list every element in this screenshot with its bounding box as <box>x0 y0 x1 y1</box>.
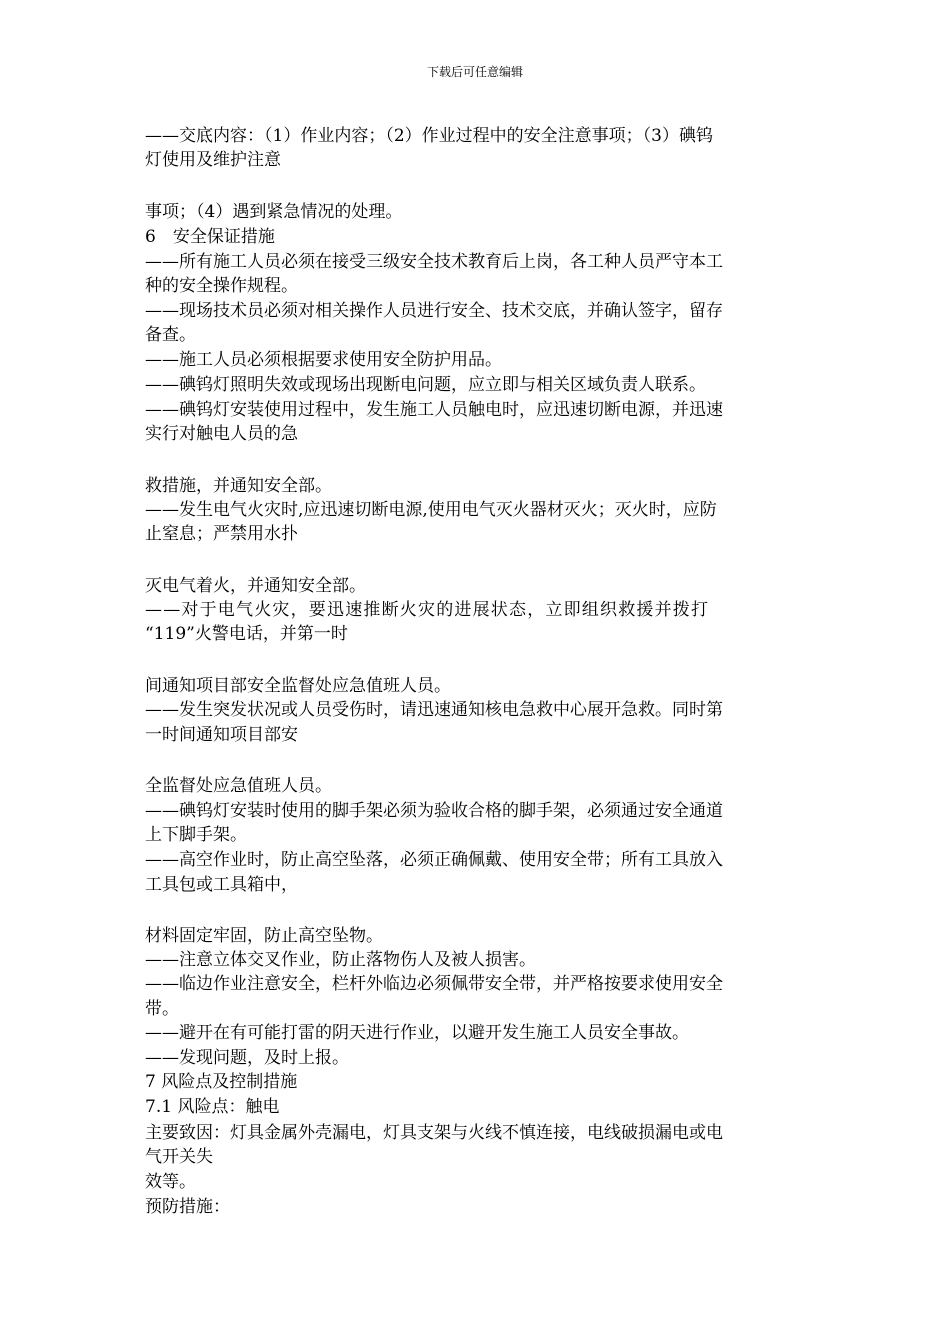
text-line: 灯使用及维护注意 <box>145 150 281 170</box>
text-line: 救措施，并通知安全部。 <box>145 476 332 496</box>
section-heading: 7 风险点及控制措施 <box>145 1072 298 1092</box>
text-line: 灭电气着火，并通知安全部。 <box>145 576 366 596</box>
text-line: 种的安全操作规程。 <box>145 276 298 296</box>
text-line: ——高空作业时，防止高空坠落，必须正确佩戴、使用安全带；所有工具放入 <box>145 850 723 870</box>
text-line: 主要致因：灯具金属外壳漏电，灯具支架与火线不慎连接，电线破损漏电或电 <box>145 1123 723 1143</box>
text-line: 备查。 <box>145 325 196 345</box>
text-line: 工具包或工具箱中， <box>145 875 298 895</box>
text-line: 实行对触电人员的急 <box>145 424 298 444</box>
text-line: ——所有施工人员必须在接受三级安全技术教育后上岗，各工种人员严守本工 <box>145 252 723 272</box>
text-line: ——施工人员必须根据要求使用安全防护用品。 <box>145 350 502 370</box>
text-line: ——碘钨灯安装时使用的脚手架必须为验收合格的脚手架，必须通过安全通道 <box>145 801 723 821</box>
text-line: 材料固定牢固，防止高空坠物。 <box>145 926 383 946</box>
text-line: 预防措施： <box>145 1197 230 1217</box>
text-line: 效等。 <box>145 1172 196 1192</box>
text-line: “119”火警电话，并第一时 <box>145 624 348 644</box>
text-line: 气开关失 <box>145 1147 213 1167</box>
text-line: ——发生突发状况或人员受伤时，请迅速通知核电急救中心展开急救。同时第 <box>145 700 723 720</box>
text-line: ——碘钨灯照明失效或现场出现断电问题，应立即与相关区域负责人联系。 <box>145 375 706 395</box>
text-line: ——交底内容：（1）作业内容；（2）作业过程中的安全注意事项；（3）碘钨 <box>145 126 713 146</box>
text-line: ——发现问题，及时上报。 <box>145 1048 349 1068</box>
text-line: 带。 <box>145 999 179 1019</box>
text-line: 间通知项目部安全监督处应急值班人员。 <box>145 676 451 696</box>
text-line: 止窒息；严禁用水扑 <box>145 524 298 544</box>
text-line: ——发生电气火灾时,应迅速切断电源,使用电气灭火器材灭火；灭火时，应防 <box>145 500 717 520</box>
text-line: ——现场技术员必须对相关操作人员进行安全、技术交底，并确认签字，留存 <box>145 301 723 321</box>
text-line: 事项；（4）遇到紧急情况的处理。 <box>145 202 403 222</box>
subsection-heading: 7.1 风险点：触电 <box>145 1097 280 1117</box>
text-line: 上下脚手架。 <box>145 825 247 845</box>
text-line: ——对于电气火灾，要迅速推断火灾的进展状态，立即组织救援并拨打 <box>145 600 710 620</box>
text-line: ——避开在有可能打雷的阴天进行作业，以避开发生施工人员安全事故。 <box>145 1023 689 1043</box>
text-line: ——碘钨灯安装使用过程中，发生施工人员触电时，应迅速切断电源，并迅速 <box>145 400 723 420</box>
section-heading: 6 安全保证措施 <box>145 227 275 247</box>
page-header: 下载后可任意编辑 <box>426 65 523 79</box>
text-line: 一时间通知项目部安 <box>145 725 298 745</box>
text-line: 全监督处应急值班人员。 <box>145 776 332 796</box>
text-line: ——临边作业注意安全，栏杆外临边必须佩带安全带，并严格按要求使用安全 <box>145 974 723 994</box>
text-line: ——注意立体交叉作业，防止落物伤人及被人损害。 <box>145 950 536 970</box>
